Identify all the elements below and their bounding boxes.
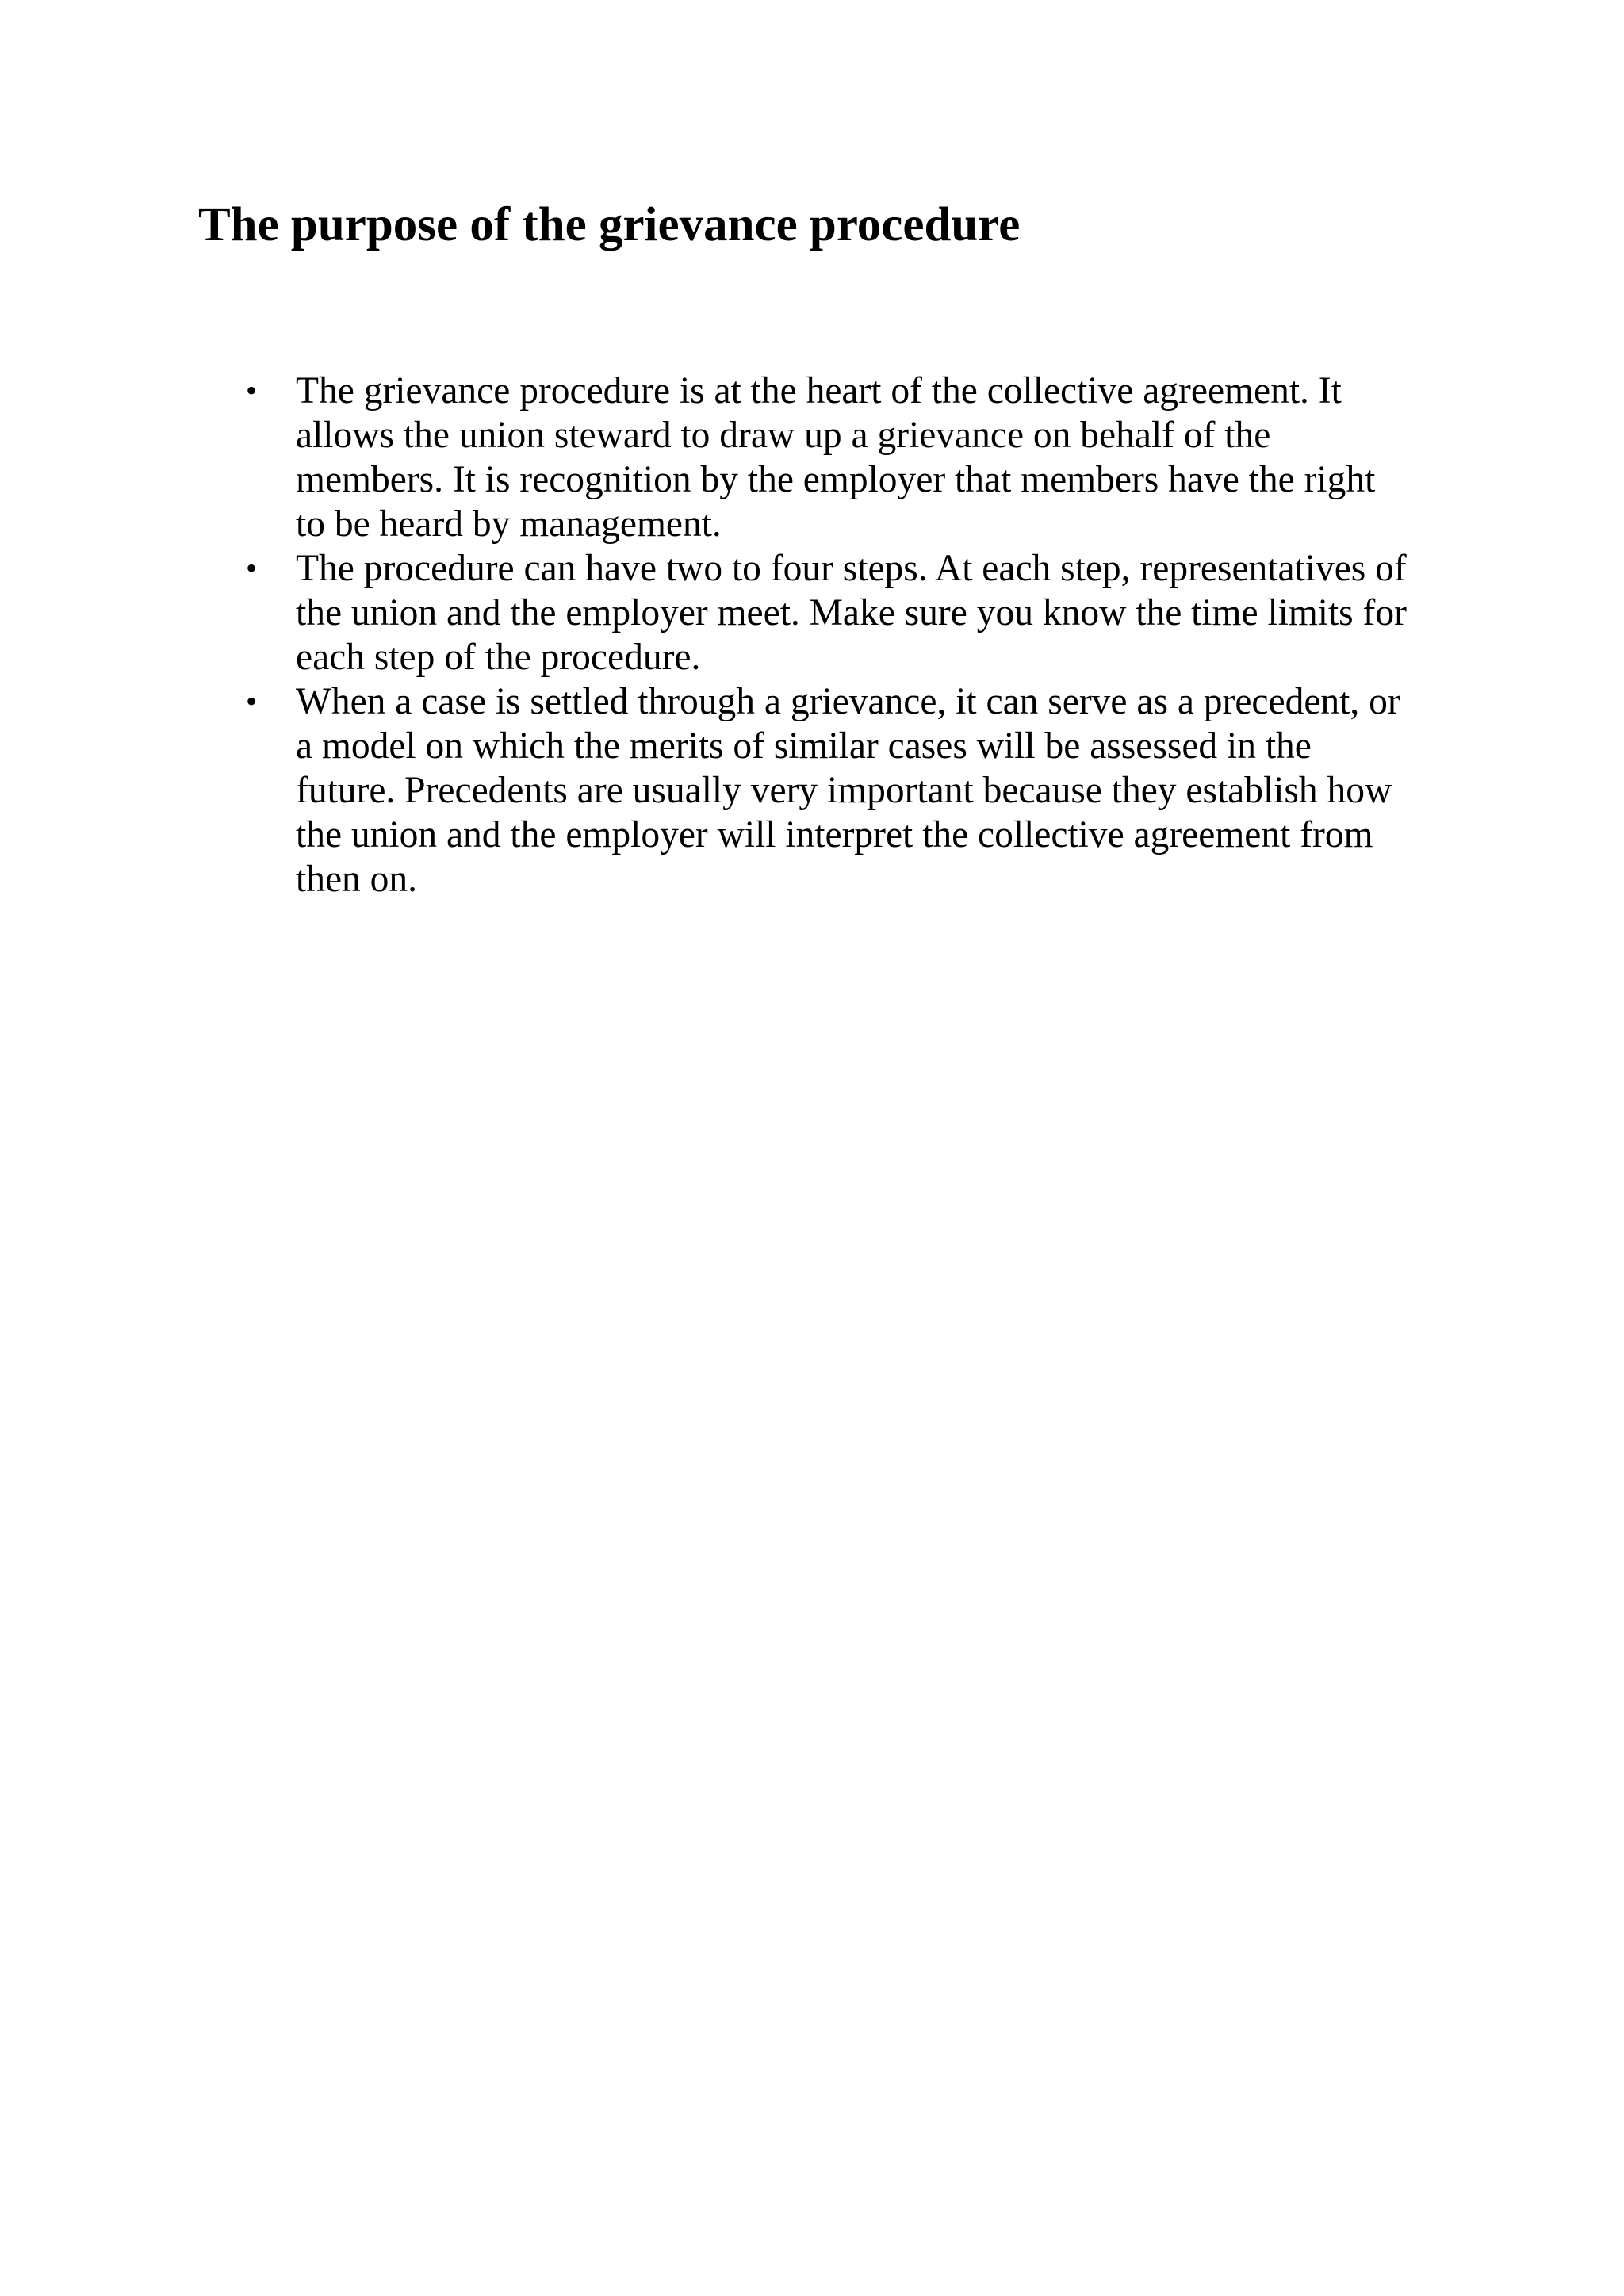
list-item bbox=[246, 546, 1451, 679]
text-line: a model on which the merits of similar cases will be assessed in the bbox=[296, 725, 1312, 767]
text-line: the union and the employer will interpret the collective agreement from bbox=[296, 814, 1373, 855]
text-line: The grievance procedure is at the heart of the collective agreement. It bbox=[296, 370, 1342, 411]
text-line: then on. bbox=[296, 859, 418, 900]
bullet-icon: • bbox=[246, 683, 258, 719]
text-line: members. It is recognition by the employer that members have the right bbox=[296, 459, 1376, 500]
text-line: to be heard by management. bbox=[296, 503, 722, 545]
text-line: When a case is settled through a grievance, it can serve as a precedent, or bbox=[296, 681, 1400, 722]
page-title: The purpose of the grievance procedure bbox=[198, 198, 1021, 251]
bullet-list bbox=[246, 369, 1451, 901]
text-line: The procedure can have two to four steps. At each step, representatives of bbox=[296, 548, 1407, 589]
bullet-icon: • bbox=[246, 373, 258, 408]
text-line: the union and the employer meet. Make sure you know the time limits for bbox=[296, 592, 1407, 633]
text-line: each step of the procedure. bbox=[296, 637, 701, 678]
bullet-icon: • bbox=[246, 550, 258, 586]
list-item bbox=[246, 369, 1451, 546]
text-line: future. Precedents are usually very important because they establish how bbox=[296, 770, 1392, 811]
list-item bbox=[246, 679, 1451, 901]
text-line: allows the union steward to draw up a grievance on behalf of the bbox=[296, 415, 1271, 456]
